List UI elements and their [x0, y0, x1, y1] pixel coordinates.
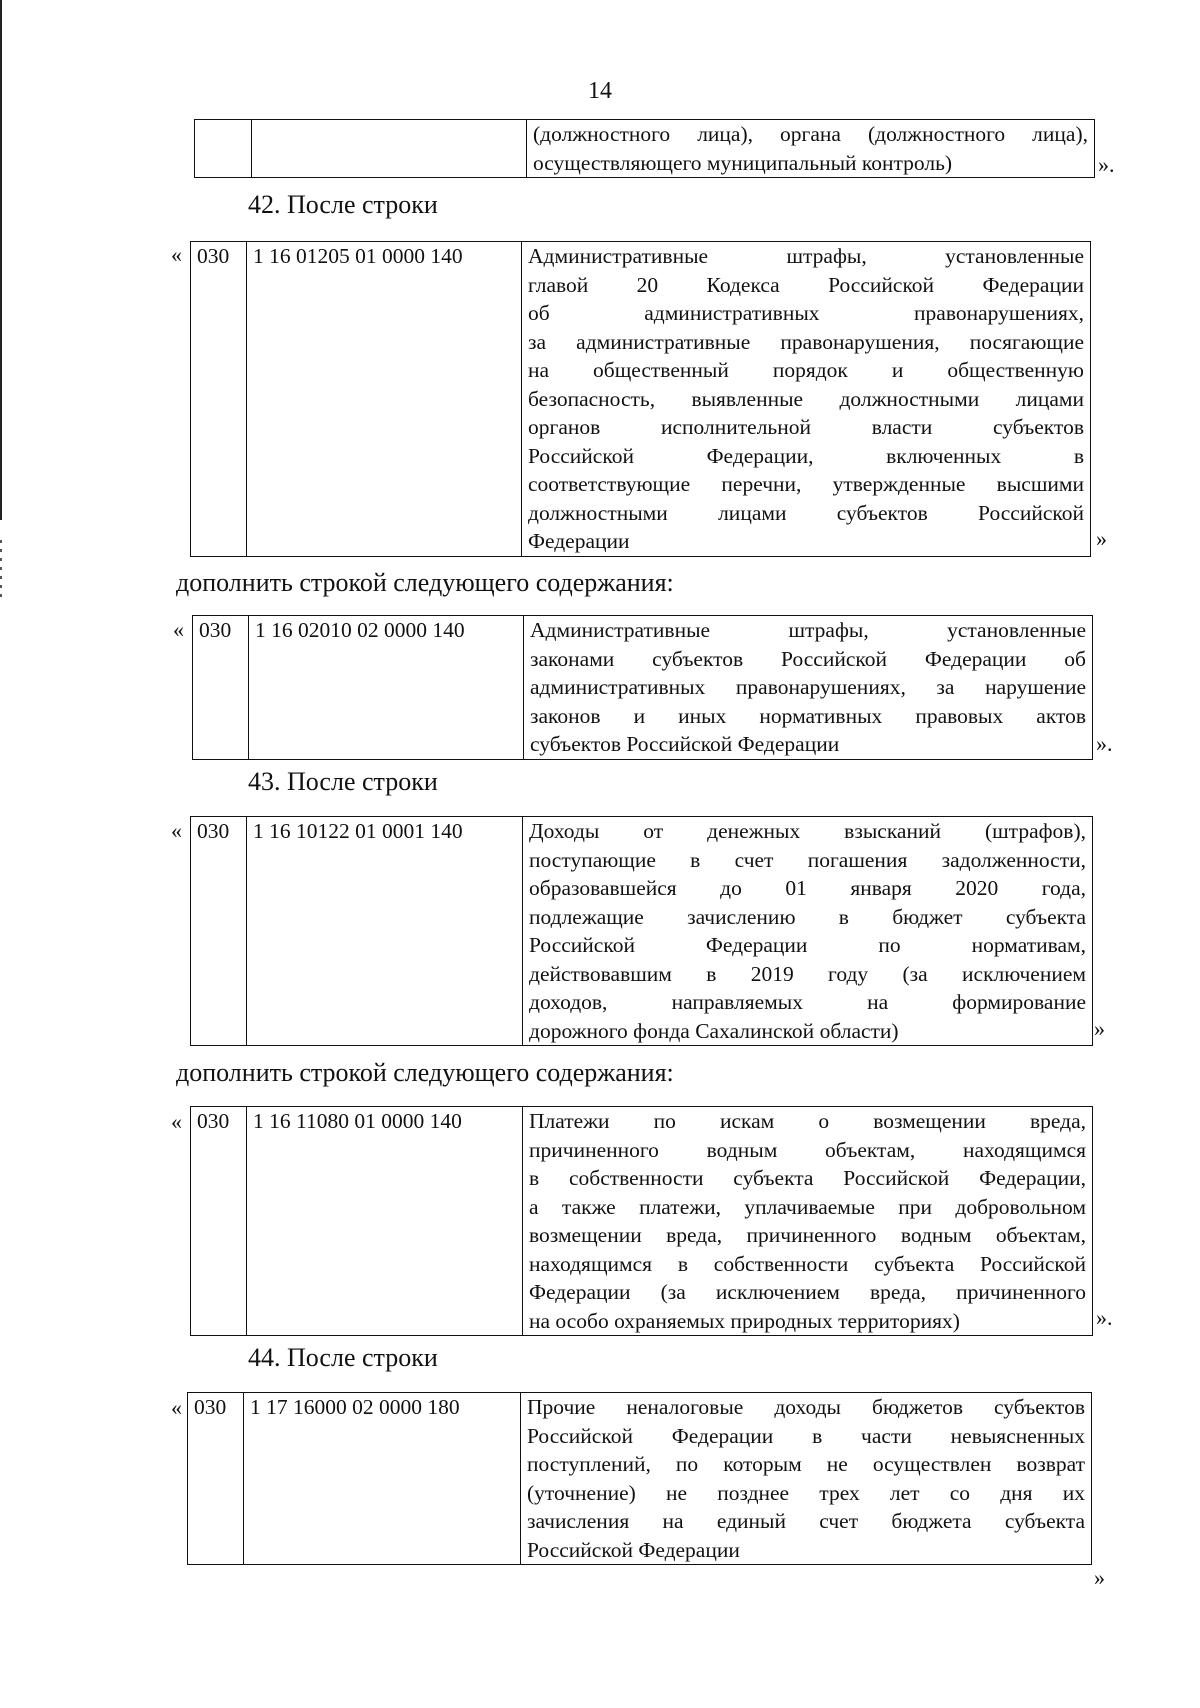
kbk-cell: 1 16 02010 02 0000 140 [249, 616, 524, 760]
open-quote: « [171, 1109, 182, 1134]
close-quote: » [1094, 1016, 1105, 1041]
description-cell [521, 1393, 1092, 1565]
table-row [191, 242, 1091, 557]
description-line: дорожного фонда Сахалинской области) [529, 1018, 899, 1043]
table-row [195, 120, 1095, 178]
description-line: доходов, направляемых на формирование [529, 990, 1086, 1014]
section-44-row-table [187, 1392, 1092, 1565]
code-cell: 030 [191, 1107, 247, 1336]
table-row [188, 1393, 1092, 1565]
close-quote: ». [1096, 1305, 1113, 1330]
description-cell [523, 817, 1093, 1046]
description-line: осуществляющего муниципальный контроль) [533, 150, 953, 175]
description-line: субъектов Российской Федерации [530, 732, 840, 756]
code-cell: 030 [191, 817, 247, 1046]
description-line: Административные штрафы, установленные [530, 618, 1086, 642]
description-line: находящимся в собственности субъекта Российской [529, 1251, 1086, 1276]
add-row-instruction: дополнить строкой следующего содержания: [176, 1058, 674, 1087]
description-line: Российской Федерации [527, 1537, 740, 1562]
description-line: законов и иных нормативных правовых актов [530, 703, 1086, 728]
close-quote: ». [1098, 152, 1115, 177]
table-row [191, 817, 1093, 1046]
description-line: возмещении вреда, причиненного водным объектам, [529, 1223, 1086, 1247]
open-quote: « [173, 617, 184, 642]
description-line: Доходы от денежных взысканий (штрафов), [529, 819, 1086, 843]
description-line: Административные штрафы, установленные [528, 244, 1084, 268]
description-line: Прочие неналоговые доходы бюджетов субъектов [527, 1395, 1085, 1419]
kbk-cell: 1 16 10122 01 0001 140 [247, 817, 523, 1046]
description-line: зачисления на единый счет бюджета субъекта [527, 1509, 1085, 1533]
open-quote: « [171, 818, 182, 843]
section-heading-43: 43. После строки [248, 767, 438, 796]
description-line: Российской Федерации в части невыясненных [527, 1423, 1085, 1448]
description-line: действовавшим в 2019 году (за исключением [529, 961, 1086, 986]
description-line: на общественный порядок и общественную [528, 358, 1084, 382]
section-42-new-row-table [192, 615, 1093, 760]
description-line: подлежащие зачислению в бюджет субъекта [529, 904, 1086, 929]
description-line: образовавшейся до 01 января 2020 года, [529, 876, 1086, 900]
description-line: Российской Федерации, включенных в [528, 443, 1084, 468]
close-quote: » [1096, 526, 1107, 551]
description-cell [524, 616, 1093, 760]
description-line: административных правонарушениях, за нарушение [530, 675, 1086, 699]
description-line: Российской Федерации по нормативам, [529, 933, 1086, 957]
table-row [193, 616, 1093, 760]
section-heading-44: 44. После строки [248, 1343, 438, 1372]
description-line: Федерации [528, 529, 630, 553]
kbk-cell: 1 16 11080 01 0000 140 [247, 1107, 523, 1336]
page-number: 14 [588, 78, 612, 104]
description-line: за административные правонарушения, посягающие [528, 329, 1084, 354]
description-line: поступлений, по которым не осуществлен возврат [527, 1452, 1085, 1476]
section-43-row-table [190, 816, 1093, 1046]
description-line: безопасность, выявленные должностными лицами [528, 386, 1084, 411]
table-row [191, 1107, 1093, 1336]
description-cell [522, 242, 1091, 557]
code-cell: 030 [193, 616, 249, 760]
description-cell [523, 1107, 1093, 1336]
description-line: Федерации (за исключением вреда, причиненного [529, 1280, 1086, 1304]
description-line: должностными лицами субъектов Российской [528, 500, 1084, 525]
code-cell: 030 [191, 242, 247, 557]
description-line: причиненного водным объектам, находящимся [529, 1137, 1086, 1162]
description-line: а также платежи, уплачиваемые при добровольном [529, 1194, 1086, 1219]
description-line: поступающие в счет погашения задолженности, [529, 847, 1086, 872]
kbk-cell: 1 16 01205 01 0000 140 [247, 242, 522, 557]
description-line: (уточнение) не позднее трех лет со дня их [527, 1480, 1085, 1505]
description-line: законами субъектов Российской Федерации об [530, 646, 1086, 671]
description-line: об административных правонарушениях, [528, 301, 1084, 325]
description-line: органов исполнительной власти субъектов [528, 415, 1084, 439]
open-quote: « [171, 1395, 182, 1420]
open-quote: « [171, 242, 182, 267]
section-heading-42: 42. После строки [248, 190, 438, 219]
description-line: (должностного лица), органа (должностного лица), [533, 122, 1088, 146]
code-cell: 030 [188, 1393, 244, 1565]
close-quote: » [1094, 1565, 1105, 1590]
section-42-row-table [190, 241, 1091, 557]
description-line: на особо охраняемых природных территориях) [529, 1308, 960, 1333]
description-line: главой 20 Кодекса Российской Федерации [528, 272, 1084, 297]
description-line: соответствующие перечни, утвержденные высшими [528, 472, 1084, 496]
description-cell [527, 120, 1095, 178]
description-line: Платежи по искам о возмещении вреда, [529, 1109, 1086, 1133]
scan-edge-dots [0, 540, 2, 600]
section-43-new-row-table [190, 1106, 1093, 1336]
description-line: в собственности субъекта Российской Федерации, [529, 1166, 1086, 1190]
kbk-cell: 1 17 16000 02 0000 180 [244, 1393, 521, 1565]
continuation-row-table [194, 119, 1095, 178]
code-cell [195, 120, 252, 178]
close-quote: ». [1096, 731, 1113, 756]
add-row-instruction: дополнить строкой следующего содержания: [176, 568, 674, 597]
kbk-cell [252, 120, 527, 178]
